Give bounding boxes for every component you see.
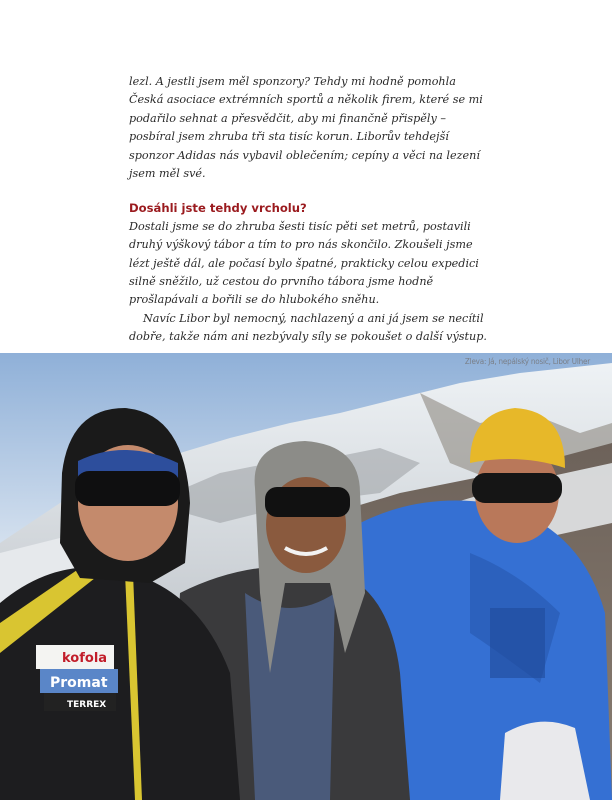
terrex-patch: TERREX: [67, 700, 107, 710]
photo-caption: Zleva: Já, nepálský nosič, Libor Ulher: [464, 357, 590, 366]
paragraph: Dostali jsme se do zhruba šesti tisíc pěti set metrů, postavili druhý výškový tábor a tím to pro nás skončilo. Zkoušeli jsme lézt ještě dál, ale počasí bylo špatné, prakticky celou expedici silně sněžilo, už cestou do prvního tábora jsme hodně prošlapávali a bořili se do hlubokého sněhu.: [129, 219, 479, 307]
kofola-patch: kofola: [62, 651, 108, 666]
paragraph: Navíc Libor byl nemocný, nachlazený a ani já jsem se necítil dobře, takže nám ani nezbývaly síly se pokoušet o další výstup.: [129, 311, 487, 344]
expedition-photo: [0, 353, 612, 800]
promat-patch: Promat: [50, 675, 108, 691]
article-text: [129, 73, 489, 347]
question-heading: Dosáhli jste tehdy vrcholu?: [129, 201, 307, 216]
paragraph: lezl. A jestli jsem měl sponzory? Tehdy mi hodně pomohla Česká asociace extrémních sportů a několik firem, které se mi podařilo sehnat a přesvědčit, aby mi finančně přispěly – posbíral jsem zhruba tři sta tisíc korun. Liborův tehdejší sponzor Adidas nás vybavil oblečením; cepíny a věci na lezení jsem měl své.: [129, 75, 483, 181]
